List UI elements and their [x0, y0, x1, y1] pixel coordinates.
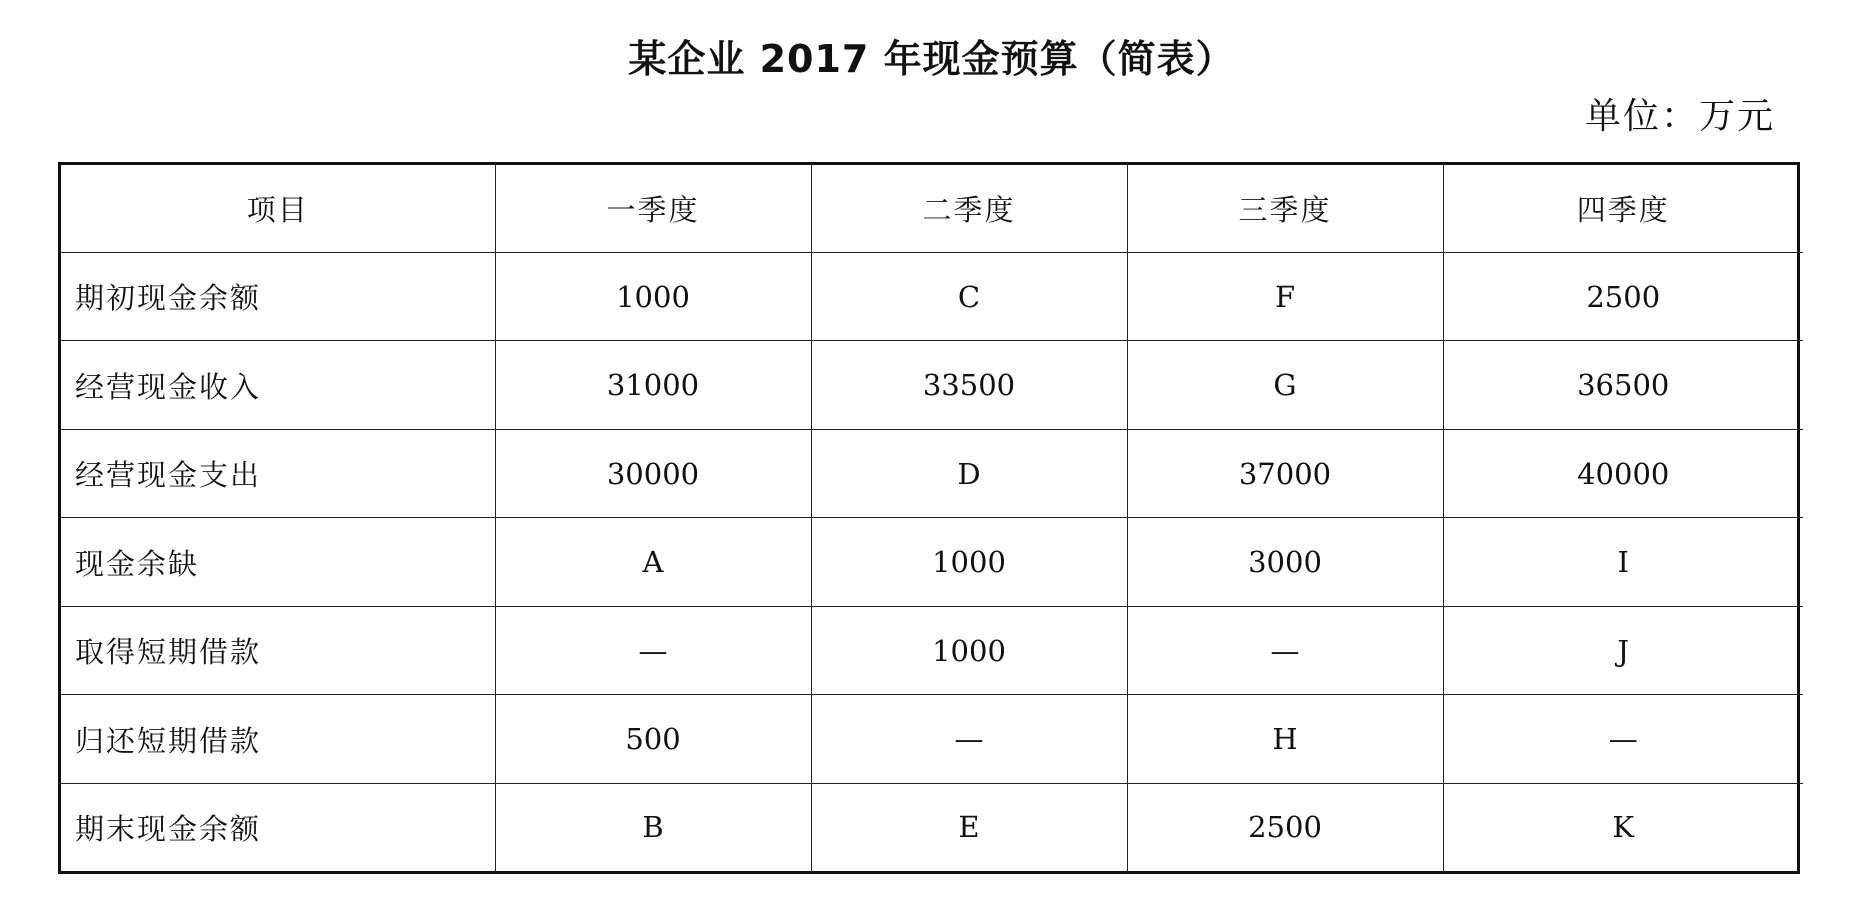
table-cell: 1000: [811, 518, 1127, 607]
row-label: 经营现金支出: [61, 429, 495, 518]
table-row: [61, 518, 1803, 607]
table-cell: 1000: [495, 252, 811, 341]
table-cell: 1000: [811, 606, 1127, 695]
table-cell: 30000: [495, 429, 811, 518]
table-cell: —: [811, 695, 1127, 784]
table-row: [61, 341, 1803, 430]
table-row: [61, 783, 1803, 871]
table-cell: K: [1443, 783, 1803, 871]
table-header-row: [61, 165, 1803, 252]
table-cell: E: [811, 783, 1127, 871]
table-cell: J: [1443, 606, 1803, 695]
table-cell: C: [811, 252, 1127, 341]
row-label: 期末现金余额: [61, 783, 495, 871]
row-label: 经营现金收入: [61, 341, 495, 430]
table-cell: F: [1127, 252, 1443, 341]
row-label: 期初现金余额: [61, 252, 495, 341]
table-row: [61, 252, 1803, 341]
table-cell: A: [495, 518, 811, 607]
table-cell: 36500: [1443, 341, 1803, 430]
table-cell: 500: [495, 695, 811, 784]
unit-label: 单位：万元: [1584, 96, 1775, 137]
table-row: [61, 429, 1803, 518]
table-cell: I: [1443, 518, 1803, 607]
table-cell: 2500: [1127, 783, 1443, 871]
table-cell: B: [495, 783, 811, 871]
table-cell: —: [1127, 606, 1443, 695]
table-row: [61, 606, 1803, 695]
header-q2: 二季度: [811, 165, 1127, 252]
table-cell: —: [1443, 695, 1803, 784]
row-label: 现金余缺: [61, 518, 495, 607]
header-item: 项目: [61, 165, 495, 252]
table-cell: 37000: [1127, 429, 1443, 518]
row-label: 取得短期借款: [61, 606, 495, 695]
cash-budget-table-container: [58, 162, 1800, 874]
table-cell: 40000: [1443, 429, 1803, 518]
row-label: 归还短期借款: [61, 695, 495, 784]
page-title: 某企业 2017 年现金预算（简表）: [628, 37, 1235, 81]
header-q3: 三季度: [1127, 165, 1443, 252]
table-cell: 33500: [811, 341, 1127, 430]
table-cell: D: [811, 429, 1127, 518]
table-cell: G: [1127, 341, 1443, 430]
table-cell: H: [1127, 695, 1443, 784]
table-row: [61, 695, 1803, 784]
header-q4: 四季度: [1443, 165, 1803, 252]
cash-budget-table: [61, 165, 1803, 871]
table-cell: 2500: [1443, 252, 1803, 341]
table-cell: 3000: [1127, 518, 1443, 607]
header-q1: 一季度: [495, 165, 811, 252]
table-cell: 31000: [495, 341, 811, 430]
table-cell: —: [495, 606, 811, 695]
